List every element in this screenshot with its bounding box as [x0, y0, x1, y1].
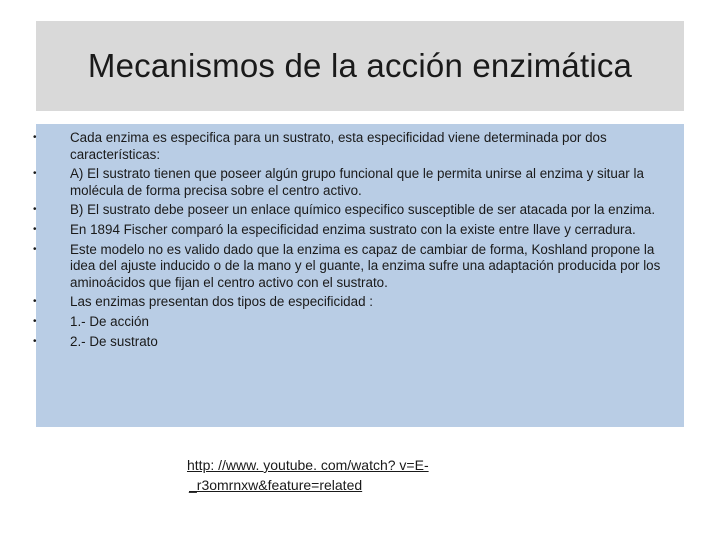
bullet-icon: •	[33, 296, 37, 308]
youtube-link-line-1[interactable]: http: //www. youtube. com/watch? v=E-	[187, 457, 429, 473]
bullet-text: Cada enzima es especifica para un sustrato, esta especificidad viene determinada por dos características:	[70, 130, 607, 162]
bullet-item	[33, 166, 678, 199]
bullet-item	[33, 202, 678, 219]
youtube-link-line-2[interactable]: _r3omrnxw&feature=related	[189, 477, 363, 493]
bullet-item	[33, 333, 678, 351]
bullet-text: 2.- De sustrato	[70, 333, 158, 349]
bullet-icon: •	[33, 315, 37, 327]
bullet-icon: •	[33, 204, 37, 216]
title-box	[36, 21, 684, 111]
bullet-text: B) El sustrato debe poseer un enlace químico especifico susceptible de ser atacada por la enzima.	[70, 202, 656, 218]
content-box	[33, 124, 684, 427]
bullet-icon: •	[33, 132, 37, 143]
bullet-text: Este modelo no es valido dado que la enzima es capaz de cambiar de forma, Koshland propone la idea del ajuste inducido o de la mano y el guante, la enzima sufre una adaptación producida por los aminoácidos que fijan el centro activo con el sustrato.	[70, 241, 661, 290]
bullet-text: 1.- De acción	[70, 313, 149, 329]
bullet-icon: •	[33, 335, 37, 347]
bullet-icon: •	[33, 168, 37, 180]
bullet-icon: •	[33, 243, 37, 255]
bullet-item	[33, 313, 678, 331]
bullet-text: A) El sustrato tienen que poseer algún grupo funcional que le permita unirse al enzima y situar la molécula de forma precisa sobre el centro activo.	[70, 166, 644, 198]
slide-title: Mecanismos de la acción enzimática	[87, 47, 633, 84]
bullet-text: Las enzimas presentan dos tipos de especificidad :	[70, 294, 373, 310]
bullet-icon: •	[33, 223, 37, 235]
bullet-text: En 1894 Fischer comparó la especificidad enzima sustrato con la existe entre llave y cerradura.	[70, 221, 636, 237]
bullet-item	[33, 221, 678, 239]
bullet-item	[33, 241, 678, 292]
bullet-item	[33, 130, 678, 163]
youtube-link[interactable]	[187, 455, 429, 495]
bullet-item	[33, 294, 678, 311]
bullet-list	[33, 130, 678, 350]
